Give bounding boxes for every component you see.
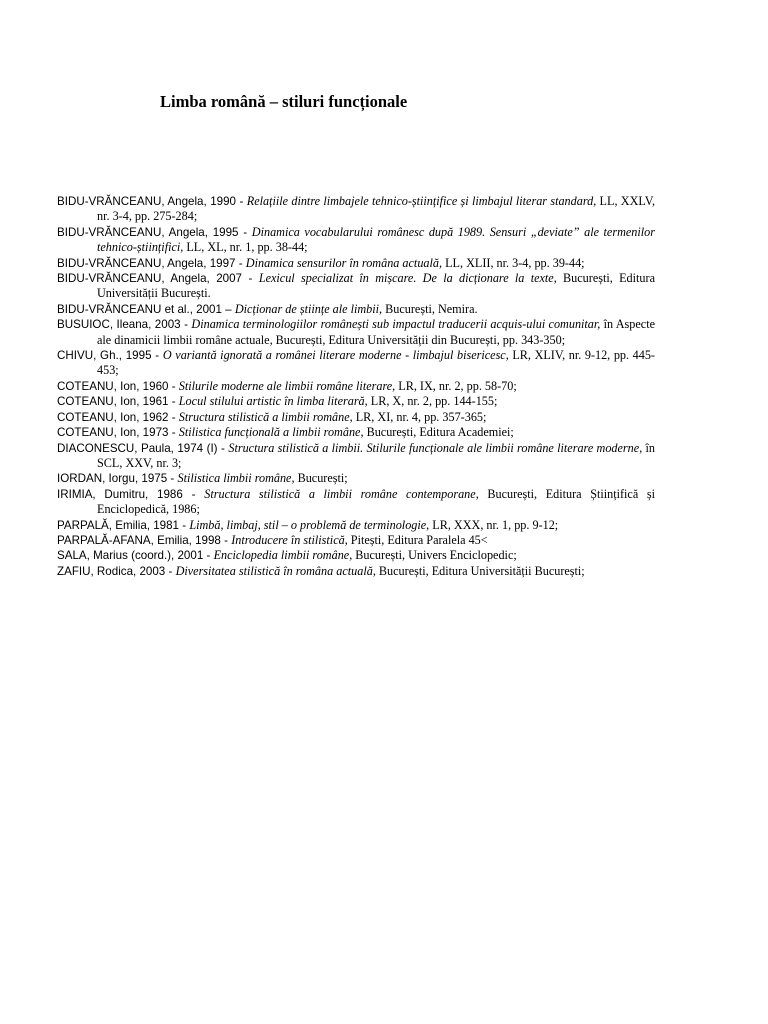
entry-author: CHIVU, Gh., 1995 - (57, 349, 163, 363)
entry-author: BIDU-VRĂNCEANU, Angela, 1995 - (57, 225, 252, 239)
entry-author: SALA, Marius (coord.), 2001 - (57, 549, 214, 563)
entry-title: Structura stilistică a limbii române contemporane (204, 486, 476, 501)
entry-title: Stilurile moderne ale limbii române literare (178, 378, 393, 393)
entry-details: LL, XXLV, nr. 3-4, pp. 275-284; (97, 194, 655, 224)
entry-author: BIDU-VRĂNCEANU, Angela, 1997 - (57, 256, 246, 270)
entry-author: BUSUIOC, Ileana, 2003 - (57, 318, 192, 332)
bibliography-entry (57, 225, 655, 256)
bibliography-entry (57, 533, 655, 548)
entry-details: , LR, XI, nr. 4, pp. 357-365; (349, 409, 487, 424)
entry-author: COTEANU, Ion, 1961 - (57, 395, 179, 409)
entry-title: Structura stilistică a limbii. Stilurile funcționale ale limbii române literare moderne (228, 440, 640, 455)
entry-details: București, Nemira. (382, 301, 478, 316)
bibliography-entry (57, 256, 655, 271)
entry-details: , LR, X, nr. 2, pp. 144-155; (364, 394, 498, 409)
entry-title: Enciclopedia limbii române (213, 548, 350, 563)
entry-author: BIDU-VRĂNCEANU, Angela, 1990 - (57, 195, 247, 208)
entry-title: Relațiile dintre limbajele tehnico-științifice și limbajul literar standard, (246, 194, 597, 208)
bibliography-entry (57, 564, 655, 579)
bibliography-entry (57, 487, 655, 518)
bibliography-entry (57, 518, 655, 533)
bibliography-entry (57, 425, 655, 440)
entry-title: Dicționar de științe ale limbii, (234, 301, 383, 316)
entry-details: , LR, XLIV, nr. 9-12, pp. 445-453; (97, 348, 655, 378)
entry-details: , București; (291, 471, 348, 486)
bibliography-entry (57, 348, 655, 379)
bibliography-entry (57, 194, 655, 225)
entry-author: BIDU-VRĂNCEANU et al., 2001 – (57, 302, 235, 316)
entry-author: IORDAN, Iorgu, 1975 - (57, 472, 178, 486)
bibliography-entry (57, 548, 655, 563)
entry-details: , LR, XXX, nr. 1, pp. 9-12; (426, 517, 559, 532)
entry-author: COTEANU, Ion, 1960 - (57, 379, 179, 393)
entry-author: PARPALĂ-AFANA, Emilia, 1998 - (57, 533, 232, 547)
bibliography-list (57, 194, 655, 579)
entry-title: O variantă ignorată a românei literare moderne - limbajul bisericesc (162, 348, 506, 363)
entry-author: IRIMIA, Dumitru, 1986 - (57, 487, 205, 501)
bibliography-entry (57, 441, 655, 472)
bibliography-entry (57, 410, 655, 425)
entry-details: , București, Editura Științifică și Enciclopedică, 1986; (97, 486, 655, 517)
entry-details: , București, Editura Academiei; (360, 425, 514, 440)
bibliography-entry (57, 379, 655, 394)
entry-details: LL, XLII, nr. 3-4, pp. 39-44; (442, 255, 585, 270)
bibliography-entry (57, 394, 655, 409)
entry-title: Dinamica vocabularului românesc după 1989. Sensuri „deviate” ale termenilor tehnico-științifici (97, 224, 655, 255)
entry-author: PARPALĂ, Emilia, 1981 - (57, 518, 190, 532)
entry-details: , LL, XL, nr. 1, pp. 38-44; (180, 240, 308, 255)
entry-details: , București, Editura Universității București; (372, 563, 585, 578)
entry-title: Stilistica funcțională a limbii române (178, 425, 361, 440)
bibliography-entry (57, 317, 655, 348)
entry-title: Dinamica sensurilor în româna actuală, (245, 255, 443, 270)
bibliography-entry (57, 471, 655, 486)
entry-title: Structura stilistică a limbii române (178, 409, 350, 424)
entry-details: , în SCL, XXV, nr. 3; (97, 440, 656, 470)
entry-author: COTEANU, Ion, 1962 - (57, 410, 179, 424)
page-title: Limba română – stiluri funcționale (160, 92, 408, 111)
entry-title: Limbă, limbaj, stil – o problemă de terminologie (189, 517, 427, 532)
entry-title: Stilistica limbii române (177, 471, 292, 486)
entry-title: Diversitatea stilistică în româna actuală (175, 563, 373, 578)
entry-author: BIDU-VRĂNCEANU, Angela, 2007 - (57, 272, 259, 286)
entry-author: COTEANU, Ion, 1973 - (57, 426, 179, 440)
bibliography-entry (57, 302, 655, 317)
bibliography-entry (57, 271, 655, 302)
entry-title: Lexicul specializat în mișcare. De la dicționare la texte, (258, 271, 557, 286)
entry-details: , LR, IX, nr. 2, pp. 58-70; (392, 378, 517, 393)
entry-author: ZAFIU, Rodica, 2003 - (57, 564, 176, 578)
entry-title: Dinamica terminologiilor românești sub impactul traducerii acquis-ului comunitar, (191, 317, 601, 332)
entry-title: Introducere în stilistică (231, 532, 345, 547)
entry-details: , Pitești, Editura Paralela 45< (344, 532, 488, 547)
entry-details: în Aspecte ale dinamicii limbii române actuale, București, Editura Universității din București, pp. 343-350; (97, 317, 656, 347)
entry-details: , București, Univers Enciclopedic; (349, 548, 517, 563)
entry-title: Locul stilului artistic în limba literară (178, 394, 365, 409)
entry-details: București, Editura Universității București. (97, 271, 655, 301)
entry-author: DIACONESCU, Paula, 1974 (I) - (57, 441, 229, 455)
